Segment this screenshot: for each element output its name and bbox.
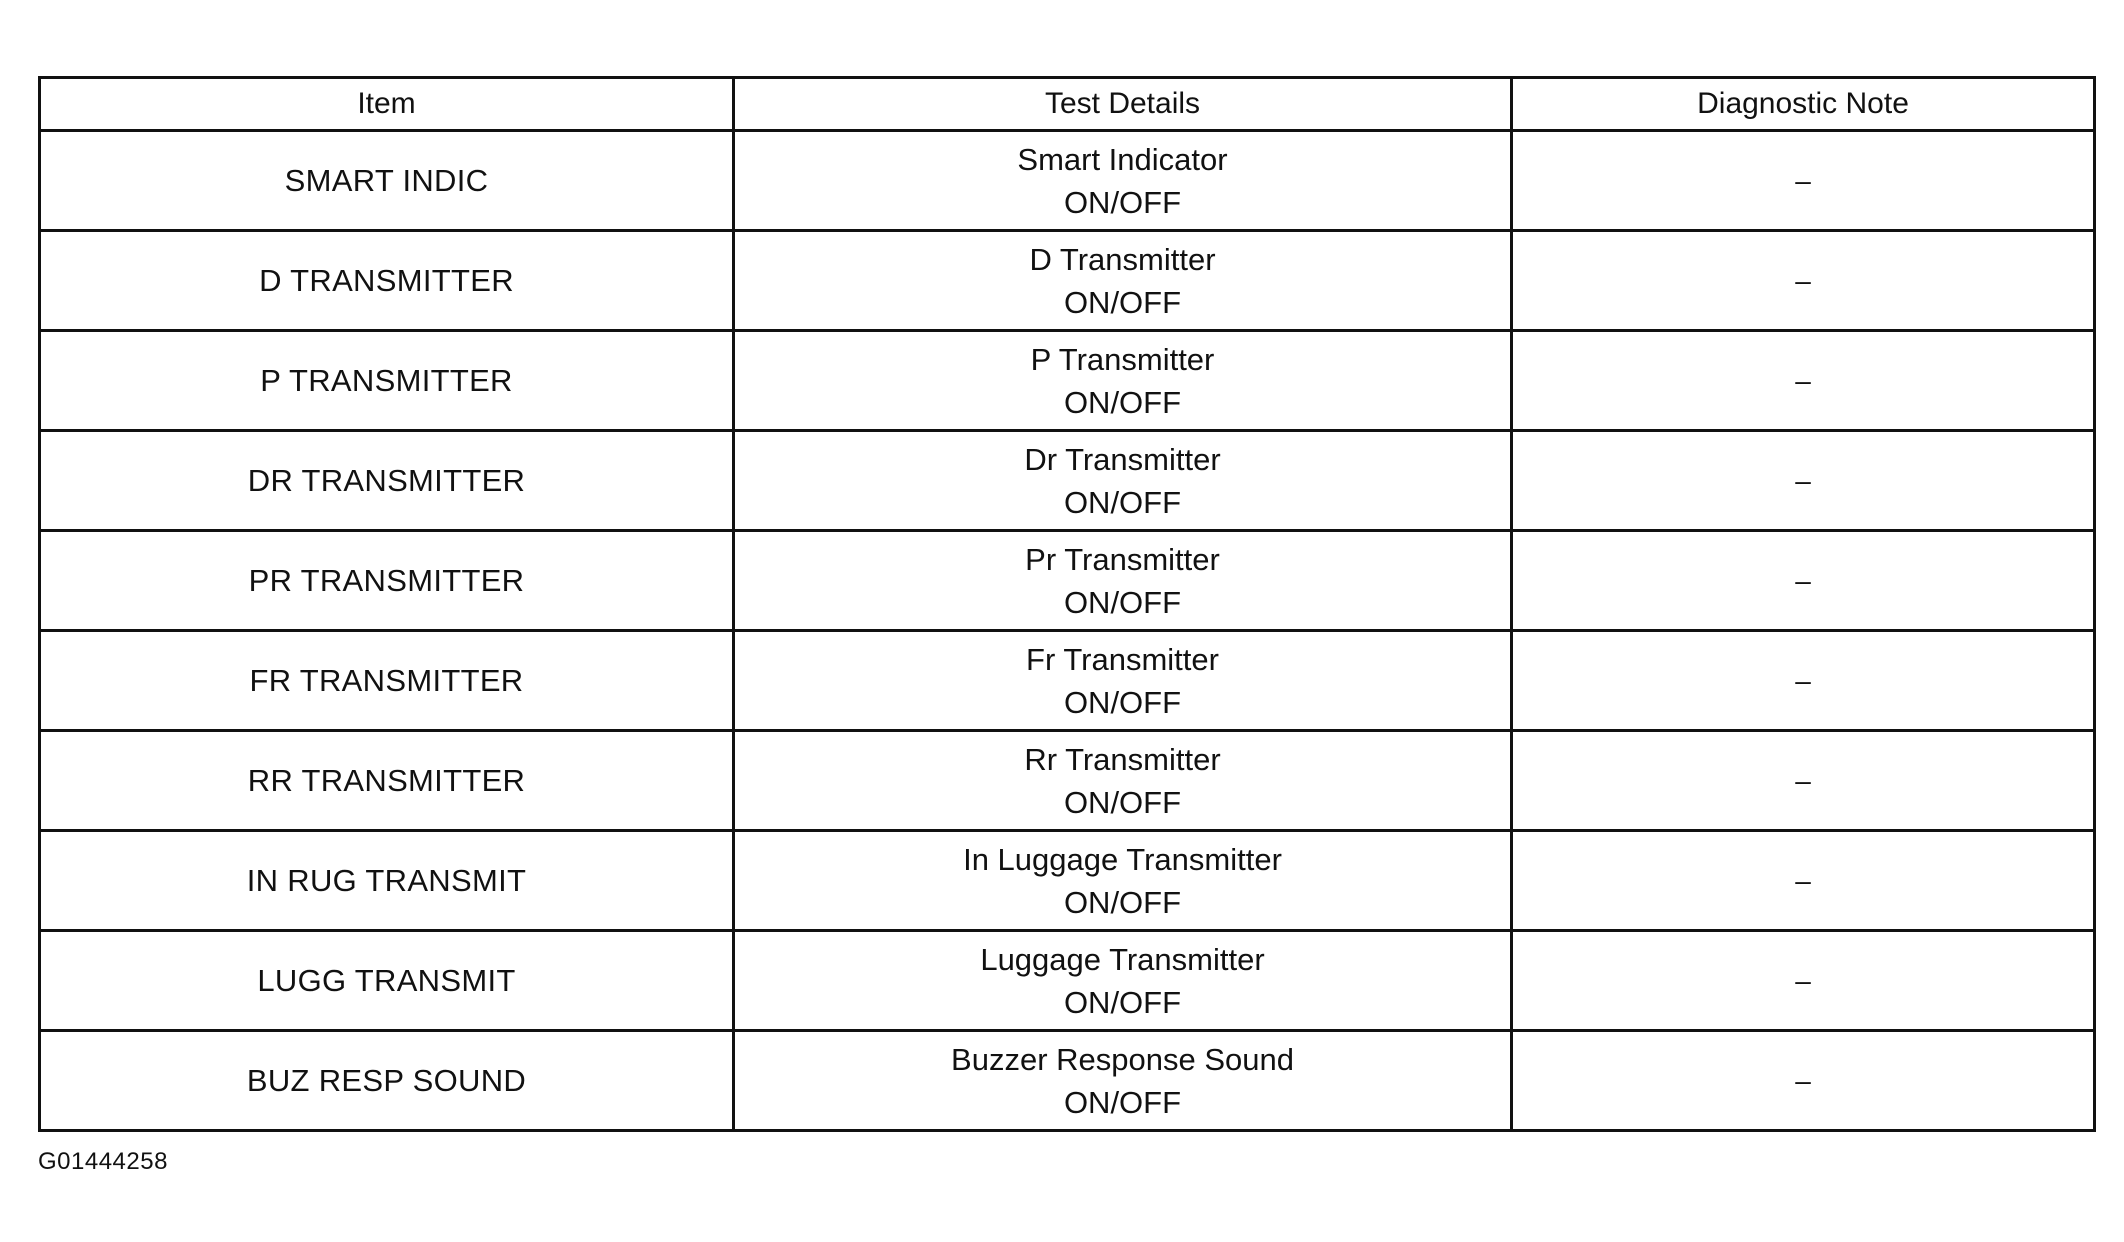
test-details-name: Rr Transmitter [1024,741,1221,777]
item-label: LUGG TRANSMIT [257,962,516,998]
test-details-cell [734,631,1512,731]
table-row [40,131,2095,231]
diagnostic-note-cell [1512,231,2095,331]
test-details-state: ON/OFF [1063,384,1182,420]
diagnostic-note-value: – [1795,864,1811,896]
diagnostic-note-cell [1512,431,2095,531]
diagnostic-note-cell [1512,1031,2095,1131]
test-details-cell [734,131,1512,231]
item-label: PR TRANSMITTER [248,562,525,598]
item-cell [40,1031,734,1131]
test-details-name: Pr Transmitter [1025,541,1220,577]
item-label: DR TRANSMITTER [247,462,526,498]
test-details-cell [734,331,1512,431]
table-row [40,231,2095,331]
test-details-name: P Transmitter [1030,341,1215,377]
table-row [40,731,2095,831]
item-cell [40,531,734,631]
figure-id: G01444258 [38,1148,168,1175]
test-details-name: Luggage Transmitter [980,941,1265,977]
diagnostic-note-cell [1512,331,2095,431]
table-row [40,931,2095,1031]
table-row [40,531,2095,631]
item-cell [40,931,734,1031]
item-label: SMART INDIC [284,162,489,198]
test-details-cell [734,731,1512,831]
diagnostic-note-cell [1512,531,2095,631]
test-details-state: ON/OFF [1063,684,1182,720]
item-label: RR TRANSMITTER [247,762,526,798]
diagnostic-note-value: – [1795,1064,1811,1096]
table-row [40,631,2095,731]
table-row [40,331,2095,431]
diagnostic-note-cell [1512,831,2095,931]
test-details-state: ON/OFF [1063,884,1182,920]
table-header-row [40,78,2095,131]
test-details-state: ON/OFF [1063,284,1182,320]
diagnostic-note-cell [1512,131,2095,231]
diagnostic-note-value: – [1795,564,1811,596]
header-diagnostic-note: Diagnostic Note [1512,78,2095,131]
test-details-cell [734,1031,1512,1131]
diagnostic-note-value: – [1795,464,1811,496]
test-details-cell [734,931,1512,1031]
test-details-cell [734,531,1512,631]
item-cell [40,431,734,531]
test-details-name: Smart Indicator [1017,141,1228,177]
test-details-name: Dr Transmitter [1024,441,1221,477]
test-details-state: ON/OFF [1063,184,1182,220]
diagnostic-note-value: – [1795,164,1811,196]
item-label: P TRANSMITTER [260,362,513,398]
diagnostic-note-cell [1512,631,2095,731]
header-test-details: Test Details [734,78,1512,131]
diagnostic-table [38,76,2096,1132]
header-item: Item [40,78,734,131]
item-cell [40,731,734,831]
diagnostic-note-value: – [1795,264,1811,296]
item-label: D TRANSMITTER [259,262,514,298]
test-details-state: ON/OFF [1063,1084,1182,1120]
diagnostic-note-cell [1512,731,2095,831]
item-label: IN RUG TRANSMIT [246,862,527,898]
test-details-state: ON/OFF [1063,984,1182,1020]
diagnostic-note-value: – [1795,664,1811,696]
item-cell [40,831,734,931]
test-details-name: In Luggage Transmitter [963,841,1282,877]
test-details-cell [734,431,1512,531]
diagnostic-note-cell [1512,931,2095,1031]
test-details-state: ON/OFF [1063,484,1182,520]
test-details-state: ON/OFF [1063,584,1182,620]
test-details-cell [734,231,1512,331]
test-details-name: Fr Transmitter [1026,641,1219,677]
table-row [40,1031,2095,1131]
test-details-cell [734,831,1512,931]
test-details-name: D Transmitter [1029,241,1216,277]
item-cell [40,631,734,731]
item-cell [40,231,734,331]
table-row [40,431,2095,531]
test-details-name: Buzzer Response Sound [951,1041,1294,1077]
table-row [40,831,2095,931]
test-details-state: ON/OFF [1063,784,1182,820]
diagnostic-note-value: – [1795,964,1811,996]
item-label: FR TRANSMITTER [249,662,524,698]
item-cell [40,131,734,231]
item-label: BUZ RESP SOUND [246,1062,527,1098]
diagnostic-note-value: – [1795,364,1811,396]
diagnostic-note-value: – [1795,764,1811,796]
item-cell [40,331,734,431]
